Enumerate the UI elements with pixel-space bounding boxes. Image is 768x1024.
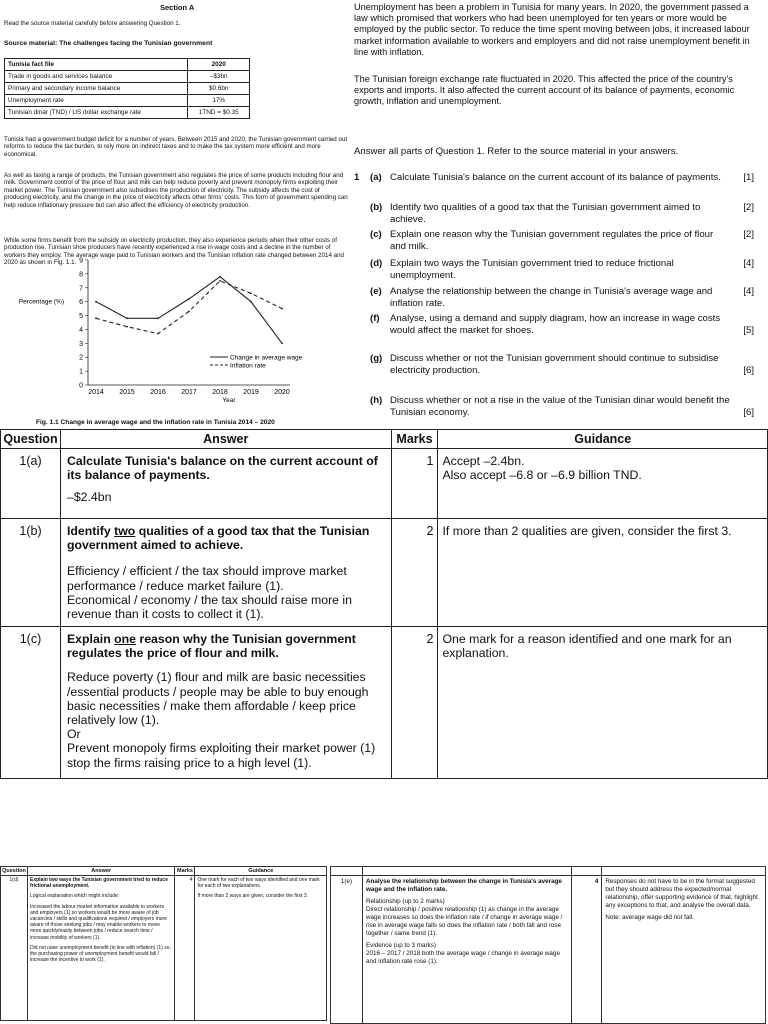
- legend-label: Inflation rate: [230, 362, 266, 370]
- prompt-underlined: one: [114, 632, 137, 646]
- question-text: Explain two ways the Tunisian government tried to reduce frictional unemployment.: [390, 258, 674, 281]
- answer-line: Reduce poverty (1) flour and milk are basic necessities /essential products / people may be able to buy enough basic necessities / make them affordable / keep price relatively low (1).: [66, 670, 369, 728]
- question-letter: (a): [370, 172, 382, 183]
- question-prompt: [67, 632, 385, 660]
- header-answer: Answer: [27, 867, 174, 876]
- answer-line: Efficiency / efficient / the tax should improve market performance / reduce market failure (1).: [66, 564, 347, 593]
- data-point: [219, 280, 221, 282]
- fact-file-table: [4, 58, 250, 119]
- question-letter: (e): [370, 286, 382, 297]
- chart-caption: Fig. 1.1 Change in average wage and the inflation rate in Tunisia 2014 – 2020: [36, 419, 275, 426]
- answer-line: Direct relationship / positive relationship (1) as change in the average wage increases so does the inflation rate / if change in average wage / rise in average wage falls so does the inflation rate / both fall and rose together / same trend (1).: [365, 906, 563, 937]
- guidance-cell: [195, 876, 327, 1021]
- fact-label: Primary and secondary income balance: [5, 83, 188, 95]
- question-letter: (b): [370, 202, 383, 213]
- answer-line: Economical / economy / the tax should raise more in revenue than it costs to collect it (1).: [66, 592, 352, 622]
- header-marks: [572, 867, 602, 876]
- x-axis-label: Year: [222, 397, 236, 404]
- markscheme-table: [0, 429, 768, 779]
- x-tick-label: 2018: [212, 389, 228, 396]
- y-tick-label: 7: [79, 285, 83, 293]
- guidance-line: One mark for each of two ways identified and one mark for each of two explanations.: [197, 877, 320, 890]
- data-point: [250, 301, 252, 303]
- series-line-2: [96, 281, 282, 334]
- fig-1-1-chart: [0, 255, 350, 417]
- answer-line: Evidence (up to 3 marks): [365, 942, 436, 949]
- data-point: [126, 326, 128, 328]
- question-letter: (g): [370, 353, 383, 364]
- question-letter: (c): [370, 229, 382, 240]
- answer-cell: [60, 449, 391, 519]
- data-point: [219, 276, 221, 278]
- data-point: [126, 317, 128, 319]
- question-prompt: [67, 524, 385, 552]
- question-id: 1(a): [1, 449, 61, 519]
- prompt-underlined: two: [114, 524, 136, 538]
- header-marks: Marks: [391, 430, 438, 449]
- y-axis-label: Percentage (%): [18, 298, 64, 306]
- marks-cell: 4: [572, 876, 602, 1024]
- source-paragraph-1: Tunisia had a government budget deficit for a number of years. Between 2015 and 2020, the Tunisian government carried out reforms to reduce the tax burden, to rely more on indirect taxes and to make the tax system more efficient and more economical.: [4, 136, 348, 158]
- y-tick-label: 5: [79, 313, 83, 321]
- x-tick-label: 2020: [274, 389, 290, 396]
- guidance-line: Accept –2.4bn.: [442, 454, 525, 468]
- markscheme-header-row: [1, 430, 768, 449]
- x-tick-label: 2019: [243, 389, 259, 396]
- answer-line: Did not raise unemployment benefit (in line with inflation) (1) so, the purchasing power of unemployment benefit would fall / increase the incentive to work (1).: [29, 944, 171, 964]
- question-prompt: Calculate Tunisia's balance on the current account of its balance of payments.: [66, 454, 378, 483]
- x-tick-label: 2015: [119, 389, 135, 396]
- y-tick-label: 6: [79, 299, 83, 307]
- answer-line: Or: [66, 727, 81, 742]
- header-answer: Answer: [60, 430, 391, 449]
- question-marks: [1]: [743, 172, 754, 183]
- x-tick-label: 2017: [181, 389, 197, 396]
- question-marks: [6]: [743, 365, 754, 376]
- question-marks: [4]: [743, 258, 754, 269]
- marks-cell: 2: [391, 519, 438, 627]
- y-tick-label: 9: [79, 257, 83, 265]
- data-point: [250, 292, 252, 294]
- question-text: Discuss whether or not the Tunisian government should continue to subsidise electricity production.: [390, 353, 719, 376]
- question-marks: [4]: [743, 286, 754, 297]
- answer-line: Increased the labour market information available to workers and employers (1) so workers would be more aware of job vacancies / skills and qualifications required / employers more aware of those seeking jobs / may enable workers to move more quickly/easily between jobs / reduce search time / increase mobility of workers (1).: [29, 903, 167, 941]
- question-letter: (h): [370, 395, 383, 406]
- guidance-line: One mark for a reason identified and one mark for an explanation.: [442, 632, 732, 661]
- question-text: Explain one reason why the Tunisian government regulates the price of flour and milk.: [390, 229, 714, 252]
- header-guidance: [602, 867, 766, 876]
- y-tick-label: 2: [79, 354, 83, 362]
- question-marks: [2]: [743, 229, 754, 240]
- question-id: 1(d): [1, 876, 28, 1021]
- fact-file-year: 2020: [188, 59, 250, 71]
- prompt-text: Identify: [66, 524, 115, 538]
- prompt-text: reason why the Tunisian government regulates the price of flour and milk.: [66, 632, 356, 661]
- table-row: [1, 519, 768, 627]
- source-title: Source material: The challenges facing the Tunisian government: [4, 40, 213, 47]
- fact-value: –$3bn: [188, 71, 250, 83]
- question-id: 1(e): [331, 876, 363, 1024]
- question-prompt: Analyse the relationship between the change in Tunisia's average wage and the inflation rate.: [365, 878, 562, 893]
- data-point: [157, 317, 159, 319]
- right-paragraph-1: Unemployment has been a problem in Tunisia for many years. In 2020, the government passed a law which promised that workers who had been unemployed for ten years or more would be employed by the public sector. To reduce the time spent moving between jobs, it increased labour market information available to workers and employers and did not raise unemployment benefit in line with inflation.: [354, 2, 750, 57]
- data-point: [281, 308, 283, 310]
- guidance-line: Also accept –6.8 or –6.9 billion TND.: [442, 468, 642, 483]
- guidance-cell: [438, 627, 768, 779]
- header-question: Question: [1, 430, 61, 449]
- guidance-cell: [602, 876, 766, 1024]
- question-text: Calculate Tunisia's balance on the current account of its balance of payments.: [390, 172, 721, 183]
- question-text: Identify two qualities of a good tax that the Tunisian government aimed to achieve.: [390, 202, 701, 225]
- y-tick-label: 1: [79, 368, 83, 376]
- table-row: [1, 449, 768, 519]
- question-marks: [5]: [743, 325, 754, 336]
- guidance-cell: [438, 449, 768, 519]
- header-marks: Marks: [175, 867, 195, 876]
- right-paragraph-2: The Tunisian foreign exchange rate fluctuated in 2020. This affected the price of the country's exports and imports. It also affected the current account of its balance of payments, economic growth, inflation and unemployment.: [354, 74, 735, 107]
- y-tick-label: 8: [79, 271, 83, 279]
- data-point: [281, 342, 283, 344]
- header-guidance: Guidance: [195, 867, 327, 876]
- answer-cell: [27, 876, 174, 1021]
- question-list: [354, 0, 764, 430]
- fact-label: Trade in goods and services balance: [5, 71, 188, 83]
- header-guidance: Guidance: [438, 430, 768, 449]
- answer-cell: [362, 876, 571, 1024]
- guidance-line: Responses do not have to be in the format suggested but they should address the expected/normal relationship, offer supporting evidence of that, highlight any exceptions to that, and analyse the overall data.: [605, 878, 758, 909]
- data-point: [95, 317, 97, 319]
- marks-cell: 2: [391, 627, 438, 779]
- header-question: Question: [2, 868, 26, 874]
- guidance-line: If more than 2 qualities are given, consider the first 3.: [442, 524, 732, 538]
- question-prompt: Explain two ways the Tunisian government tried to reduce frictional unemployment.: [29, 877, 168, 890]
- question-id: 1(c): [1, 627, 61, 779]
- question-text: Discuss whether or not a rise in the value of the Tunisian dinar would benefit the Tunisian economy.: [390, 395, 730, 418]
- series-line-1: [96, 277, 282, 344]
- markscheme-1e-table: [330, 866, 766, 1024]
- question-id: 1(b): [1, 519, 61, 627]
- instruction-text: Read the source material carefully before answering Question 1.: [4, 20, 181, 27]
- answer-cell: [60, 627, 391, 779]
- question-letter: (d): [370, 258, 383, 269]
- data-point: [188, 298, 190, 300]
- fact-value: 17%: [188, 95, 250, 107]
- guidance-line: If more than 2 ways are given, consider the first 3.: [197, 893, 309, 900]
- marks-cell: 4: [175, 876, 195, 1021]
- y-tick-label: 4: [79, 326, 83, 334]
- fact-label: Unemployment rate: [5, 95, 188, 107]
- answer-all-instruction: Answer all parts of Question 1. Refer to the source material in your answers.: [354, 146, 679, 157]
- prompt-text: qualities of a good tax that the Tunisian government aimed to achieve.: [66, 524, 370, 553]
- answer-line: Logical explanation which might include:: [29, 893, 120, 900]
- prompt-text: Explain: [66, 632, 115, 646]
- data-point: [157, 333, 159, 335]
- table-row: [1, 876, 327, 1021]
- legend-label: Change in average wage: [230, 354, 303, 362]
- data-point: [95, 301, 97, 303]
- source-paragraph-3: While some firms benefit from the subsidy on electricity production, they also experience periods when their other costs of production rise. Tunisian shoe producers have recently experienced a rise in wage costs and a decline in the number of workers they employ. The average wage paid to Tunisian workers and the Tunisian inflation rate changed between 2014 and 2020 as shown in Fig. 1.1.: [4, 237, 344, 267]
- guidance-cell: [438, 519, 768, 627]
- header-question: [331, 867, 363, 876]
- answer-line: Relationship (up to 2 marks): [365, 898, 445, 905]
- y-tick-label: 3: [79, 340, 83, 348]
- guidance-line: Note: average wage did not fall.: [605, 914, 694, 921]
- fact-value: $0.6bn: [188, 83, 250, 95]
- question-text: Analyse, using a demand and supply diagram, how an increase in wage costs would affect the market for shoes.: [390, 313, 721, 336]
- question-letter: (f): [370, 313, 380, 324]
- answer-cell: [60, 519, 391, 627]
- answer-text: –$2.4bn: [66, 490, 112, 505]
- marks-cell: 1: [391, 449, 438, 519]
- fact-file-header: Tunisia fact file: [5, 59, 188, 71]
- section-title: Section A: [160, 3, 195, 12]
- y-tick-label: 0: [79, 382, 83, 390]
- fact-label: Tunisian dinar (TND) / US dollar exchange rate: [5, 107, 188, 119]
- x-tick-label: 2014: [88, 389, 104, 396]
- table-row: [1, 627, 768, 779]
- table-row: [331, 876, 766, 1024]
- question-marks: [6]: [743, 407, 754, 418]
- fact-value: 1TND = $0.35: [188, 107, 250, 119]
- source-paragraph-2: As well as taxing a range of products, the Tunisian government also regulates the price of some products including flour and milk. Government control of the price of flour and milk can help reduce poverty and prevent monopoly firms exploiting their market power. The Tunisian government also subsidises the production of electricity. The subsidy affects the cost of producing electricity, and the change in the price of electricity affects other firms' costs. This form of government spending can help reduce inflationary pressure but can also affect the efficiency of electricity production.: [4, 172, 348, 209]
- question-number: 1: [354, 172, 360, 183]
- question-marks: [2]: [743, 202, 754, 213]
- question-text: Analyse the relationship between the change in Tunisia's average wage and inflation rate.: [390, 286, 713, 309]
- answer-line: Prevent monopoly firms exploiting their market power (1) stop the firms raising price to a high level (1).: [66, 741, 376, 770]
- x-tick-label: 2016: [150, 389, 166, 396]
- answer-line: 2016 – 2017 / 2018 both the average wage / change in average wage and inflation rate rose (1).: [365, 950, 560, 965]
- data-point: [188, 310, 190, 312]
- markscheme-1d-table: [0, 866, 327, 1021]
- header-answer: [362, 867, 571, 876]
